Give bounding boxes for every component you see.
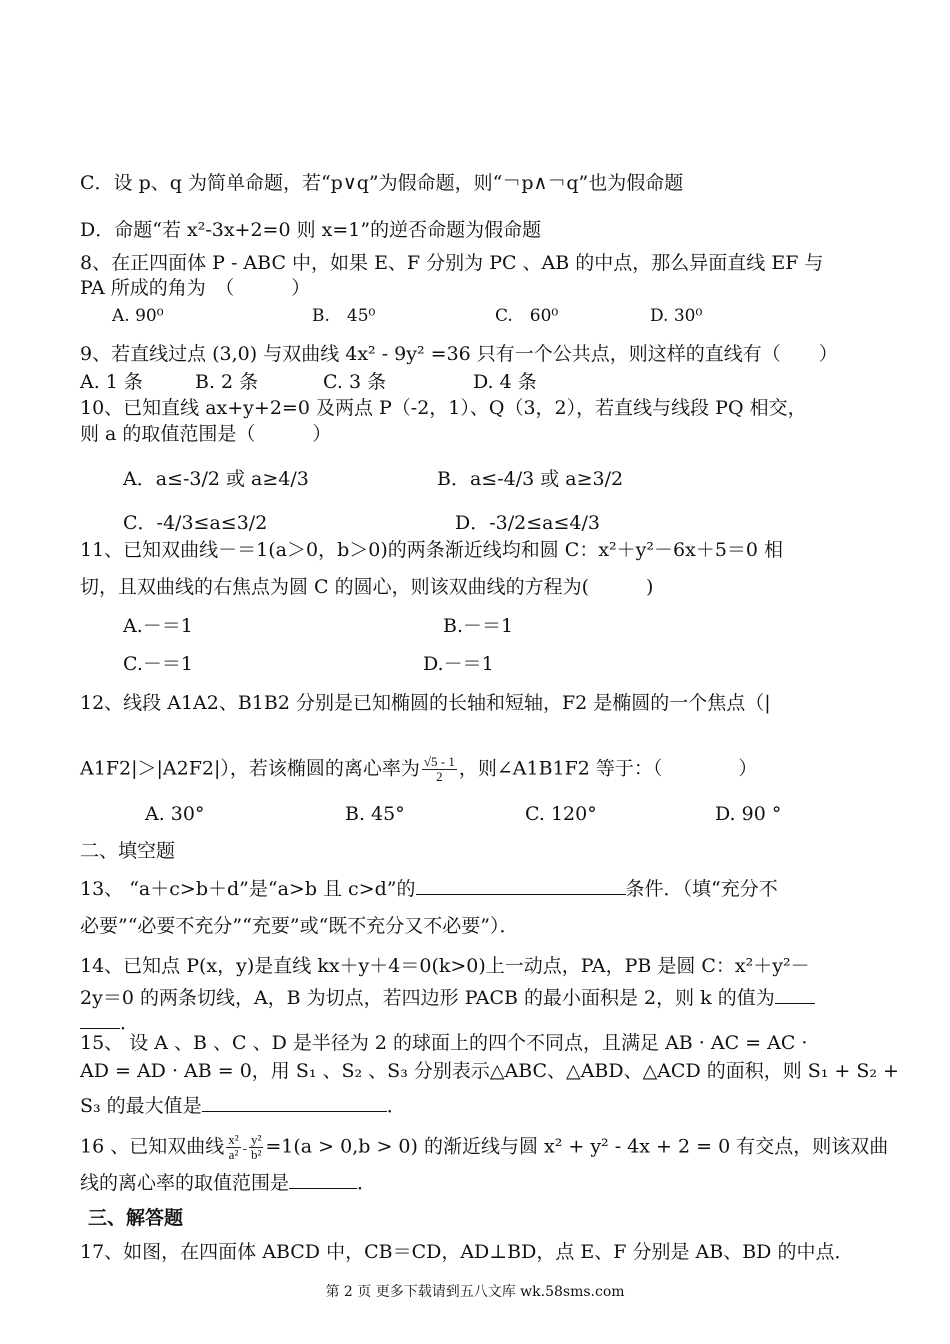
q14-line2 (80, 985, 815, 1011)
q8-line2: PA 所成的角为 （ ） (80, 277, 311, 299)
q12-option-b: B. 45° (345, 803, 405, 825)
fraction-numerator: y² (250, 1132, 262, 1147)
q14-line2-text: 2y＝0 的两条切线，A，B 为切点，若四边形 PACB 的最小面积是 2，则 k 的值为 (80, 987, 775, 1009)
q12-option-d: D. 90 ° (715, 803, 782, 825)
q13-line2: 必要”“必要不充分”“充要”或“既不充分又不必要”）． (80, 915, 519, 937)
answer-blank[interactable] (416, 876, 626, 895)
q16-line2-end: ． (357, 1172, 377, 1194)
q12-line2 (80, 755, 757, 784)
q15-line1: 15、 设 A 、B 、C 、D 是半径为 2 的球面上的四个不同点，且满足 AB · AC = AC · (80, 1032, 808, 1054)
answer-blank[interactable] (202, 1093, 387, 1112)
q15-line2: AD = AD · AB = 0，用 S₁ 、S₂ 、S₃ 分别表示△ABC、△ABD、△ACD 的面积，则 S₁ + S₂ + (80, 1060, 899, 1082)
q12-option-a: A. 30° (145, 803, 205, 825)
q9-option-d: D. 4 条 (473, 371, 537, 393)
q16-line1-start: 16 、已知双曲线 (80, 1135, 225, 1158)
q17-line: 17、如图，在四面体 ABCD 中，CB＝CD，AD⊥BD，点 E、F 分别是 AB、BD 的中点． (80, 1241, 854, 1263)
fraction-numerator: √5 - 1 (423, 754, 455, 769)
q13-line1 (80, 876, 778, 902)
eccentricity-fraction (422, 755, 457, 784)
q15-line3 (80, 1093, 406, 1119)
q10-option-c: C．-4/3≤a≤3/2 (123, 512, 268, 534)
q10-line2: 则 a 的取值范围是（ ） (80, 423, 332, 445)
q11-line2: 切，且双曲线的右焦点为圆 C 的圆心，则该双曲线的方程为( ) (80, 576, 654, 598)
q12-line1: 12、线段 A1A2、B1B2 分别是已知椭圆的长轴和短轴，F2 是椭圆的一个焦点（| (80, 692, 771, 714)
q13-line1-start: 13、 “a＋c>b＋d”是“a>b 且 c>d”的 (80, 878, 416, 900)
fraction-denominator: a² (228, 1147, 239, 1162)
x-squared-fraction (226, 1133, 240, 1162)
q13-line1-end: 条件．（填“充分不 (625, 878, 778, 900)
q8-option-a: A. 90⁰ (112, 306, 164, 326)
q10-option-b: B．a≤-4/3 或 a≥3/2 (437, 468, 624, 490)
q16-line2 (80, 1170, 376, 1196)
q15-line3-end: ． (386, 1095, 406, 1117)
q9-option-b: B. 2 条 (195, 371, 259, 393)
fraction-numerator: x² (228, 1132, 239, 1147)
answer-blank[interactable] (80, 1010, 120, 1029)
q11-option-d: D.－＝1 (423, 653, 494, 675)
page-footer: 第 2 页 更多下载请到五八文库 wk.58sms.com (325, 1284, 625, 1300)
q8-line1: 8、在正四面体 P - ABC 中，如果 E、F 分别为 PC 、AB 的中点，那么异面直线 EF 与 (80, 252, 824, 274)
q16-line2-start: 线的离心率的取值范围是 (80, 1172, 290, 1194)
q7-option-c: C．设 p、q 为简单命题，若“p∨q”为假命题，则“￢p∧￢q”也为假命题 (80, 172, 684, 194)
q11-option-c: C.－＝1 (123, 653, 193, 675)
answer-blank[interactable] (775, 985, 815, 1004)
section-fill-in-heading: 二、填空题 (80, 840, 176, 862)
section-answer-heading: 三、解答题 (88, 1207, 184, 1229)
q12-option-c: C. 120° (525, 803, 597, 825)
q8-option-d: D. 30⁰ (650, 306, 703, 326)
q9-line: 9、若直线过点 (3,0) 与双曲线 4x² - 9y² =36 只有一个公共点，则这样的直线有（ ） (80, 343, 838, 365)
q10-option-a: A．a≤-3/2 或 a≥4/3 (123, 468, 309, 490)
y-squared-fraction (249, 1133, 263, 1162)
q8-option-c: C. 60⁰ (495, 306, 559, 326)
q15-line3-start: S₃ 的最大值是 (80, 1095, 202, 1117)
answer-blank[interactable] (289, 1170, 357, 1189)
q10-option-d: D．-3/2≤a≤4/3 (455, 512, 600, 534)
q12-line2-end: ，则∠A1B1F2 等于：（ ） (458, 757, 758, 780)
q12-line2-start: A1F2|＞|A2F2|），若该椭圆的离心率为 (80, 757, 420, 780)
q10-line1: 10、已知直线 ax+y+2=0 及两点 P（-2，1）、Q（3，2），若直线与线段 PQ 相交， (80, 397, 807, 419)
q16-line1-end: =1(a > 0,b > 0) 的渐近线与圆 x² + y² - 4x + 2 = 0 有交点，则该双曲 (265, 1135, 889, 1158)
q7-option-d: D．命题“若 x²-3x+2=0 则 x=1”的逆否命题为假命题 (80, 219, 542, 241)
q11-option-b: B.－＝1 (443, 615, 514, 637)
q11-line1: 11、已知双曲线－＝1(a＞0，b＞0)的两条渐近线均和圆 C：x²＋y²－6x＋5＝0 相 (80, 539, 784, 561)
q9-option-c: C. 3 条 (323, 371, 387, 393)
fraction-denominator: 2 (436, 769, 443, 784)
q16-line1: 16 、已知双曲线 $\frac{\text{x²}}{\text{a²}}$ - $\frac{\text{y²}}{\text{b²}}$ =1(a > 0,b > 0) 的渐近线与圆 x² + y² - 4x + 2 = 0 有交点，则该双曲 (80, 1132, 889, 1162)
q14-line3-end: ． (120, 1012, 140, 1034)
q8-option-b: B. 45⁰ (312, 306, 376, 326)
q11-option-a: A.－＝1 (123, 615, 193, 637)
q14-line1: 14、已知点 P(x，y)是直线 kx＋y＋4＝0(k>0)上一动点，PA，PB 是圆 C：x²＋y²－ (80, 955, 810, 977)
fraction-denominator: b² (250, 1147, 262, 1162)
q9-option-a: A. 1 条 (80, 371, 143, 393)
